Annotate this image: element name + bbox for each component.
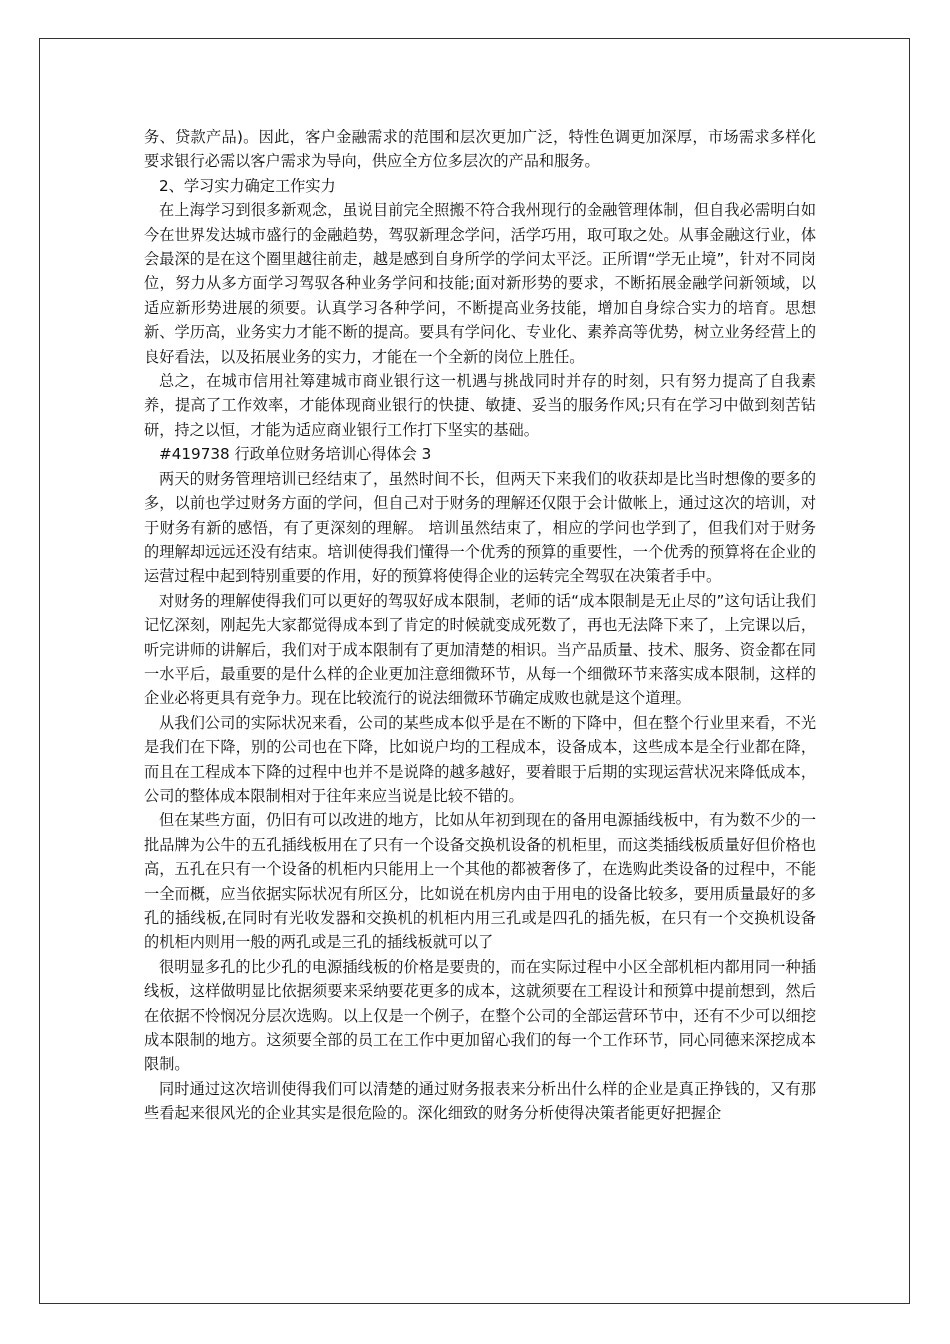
section-heading-2: 2、学习实力确定工作实力 <box>159 176 336 195</box>
document-body <box>144 125 816 1126</box>
article-heading: #419738 行政单位财务培训心得体会 3 <box>159 445 432 464</box>
paragraph-4: 总之，在城市信用社筹建城市商业银行这一机遇与挑战同时并存的时刻，只有努力提高了自我素养，提高了工作效率，才能体现商业银行的快捷、敏捷、妥当的服务作风;只有在学习中做到刻苦钻研，持之以恒，才能为适应商业银行工作打下坚实的基础。 <box>144 372 816 439</box>
paragraph-8: 从我们公司的实际状况来看，公司的某些成本似乎是在不断的下降中，但在整个行业里来看，不光是我们在下降，别的公司也在下降，比如说户均的工程成本，设备成本，这些成本是全行业都在降，而且在工程成本下降的过程中也并不是说降的越多越好，要着眼于后期的实现运营状况来降低成本，公司的整体成本限制相对于往年来应当说是比较不错的。 <box>144 713 816 805</box>
paragraph-1: 务、贷款产品)。因此，客户金融需求的范围和层次更加广泛，特性色调更加深厚，市场需求多样化要求银行必需以客户需求为导向，供应全方位多层次的产品和服务。 <box>144 128 816 171</box>
paragraph-11: 同时通过这次培训使得我们可以清楚的通过财务报表来分析出什么样的企业是真正挣钱的，又有那些看起来很风光的企业其实是很危险的。深化细致的财务分析使得决策者能更好把握企 <box>144 1079 816 1123</box>
paragraph-9: 但在某些方面，仍旧有可以改进的地方，比如从年初到现在的备用电源插线板中，有为数不少的一批品牌为公牛的五孔插线板用在了只有一个设备交换机设备的机柜里，而这类插线板质量好但价格也高，五孔在只有一个设备的机柜内只能用上一个其他的都被奢侈了，在选购此类设备的过程中，不能一全而概，应当依据实际状况有所区分，比如说在机房内由于用电的设备比较多，要用质量最好的多孔的插线板,在同时有光收发器和交换机的机柜内用三孔或是四孔的插先板，在只有一个交换机设备的机柜内则用一般的两孔或是三孔的插线板就可以了 <box>144 811 816 952</box>
paragraph-10: 很明显多孔的比少孔的电源插线板的价格是要贵的，而在实际过程中小区全部机柜内都用同一种插线板，这样做明显比依据须要来采纳要花更多的成本，这就须要在工程设计和预算中提前想到，然后在依据不怜悯况分层次选购。以上仅是一个例子，在整个公司的全部运营环节中，还有不少可以细挖成本限制的地方。这须要全部的员工在工作中更加留心我们的每一个工作环节，同心同德来深挖成本限制。 <box>144 957 816 1074</box>
paragraph-6: 两天的财务管理培训已经结束了，虽然时间不长，但两天下来我们的收获却是比当时想像的要多的多，以前也学过财务方面的学问，但自己对于财务的理解还仅限于会计做帐上，通过这次的培训，对于财务有新的感悟，有了更深刻的理解。 培训虽然结束了，相应的学问也学到了，但我们对于财务的理解却远远还没有结束。培训使得我们懂得一个优秀的预算的重要性，一个优秀的预算将在企业的运营过程中起到特别重要的作用，好的预算将使得企业的运转完全驾驭在决策者手中。 <box>144 469 816 586</box>
paragraph-7: 对财务的理解使得我们可以更好的驾驭好成本限制，老师的话“成本限制是无止尽的”这句话让我们记忆深刻，刚起先大家都觉得成本到了肯定的时候就变成死数了，再也无法降下来了，上完课以后，听完讲师的讲解后，我们对于成本限制有了更加清楚的相识。当产品质量、技术、服务、资金都在同一水平后，最重要的是什么样的企业更加注意细微环节，从每一个细微环节来落实成本限制，这样的企业必将更具有竞争力。现在比较流行的说法细微环节确定成败也就是这个道理。 <box>144 591 816 708</box>
paragraph-3: 在上海学习到很多新观念，虽说目前完全照搬不符合我州现行的金融管理体制，但自我必需明白如今在世界发达城市盛行的金融趋势，驾驭新理念学问，活学巧用，取可取之处。从事金融这行业，体会最深的是在这个圈里越往前走，越是感到自身所学的学问太平泛。正所谓“学无止境”，针对不同岗位，努力从多方面学习驾驭各种业务学问和技能;面对新形势的要求，不断拓展金融学问新领域，以适应新形势进展的须要。认真学习各种学问，不断提高业务技能，增加自身综合实力的培育。思想新、学历高，业务实力才能不断的提高。要具有学问化、专业化、素养高等优势，树立业务经营上的良好看法，以及拓展业务的实力，才能在一个全新的岗位上胜任。 <box>144 201 816 366</box>
